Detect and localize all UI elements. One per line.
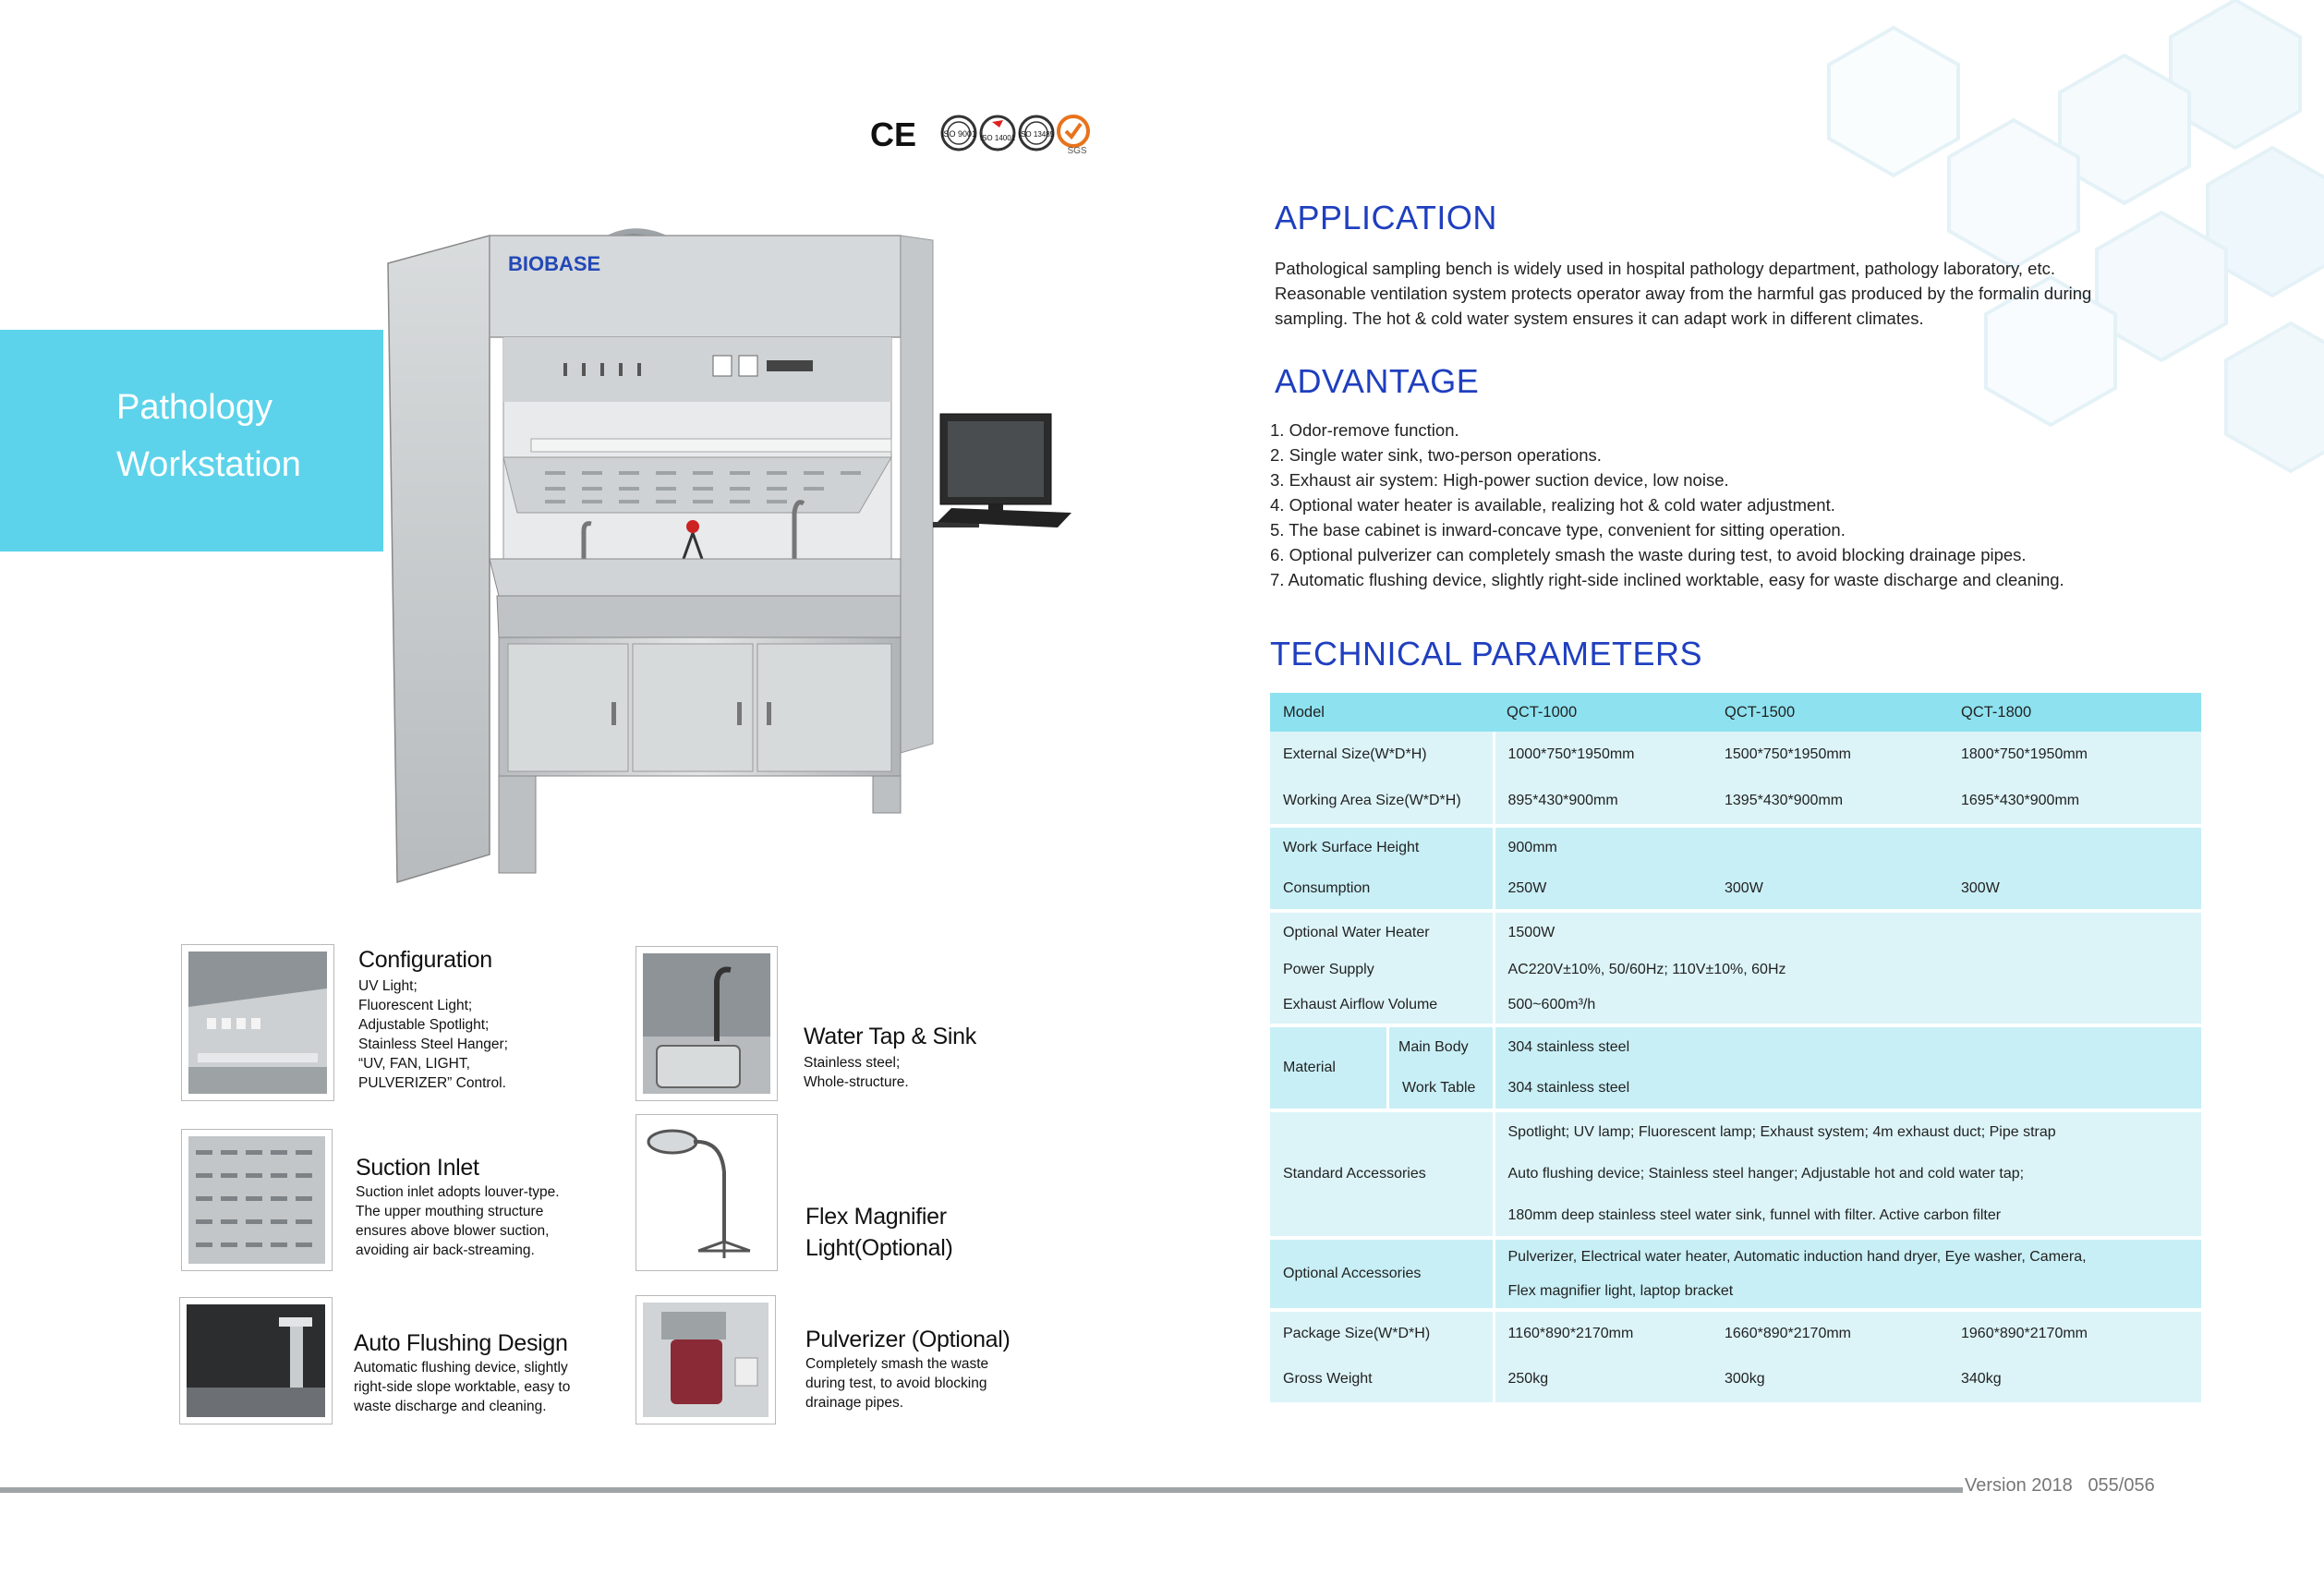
table-cell: 1000*750*1950mm [1494,732,1712,778]
advantage-list [1270,418,2203,592]
iso-13485-seal [1019,116,1055,150]
technical-parameters-heading: TECHNICAL PARAMETERS [1270,635,1703,673]
table-row [1270,732,2201,778]
application-heading: APPLICATION [1275,199,1497,236]
table-cell-label: Consumption [1283,880,1371,896]
table-cell: Spotlight; UV lamp; Fluorescent lamp; Exhaust system; 4m exhaust duct; Pipe strap [1507,1124,2056,1141]
table-header-cell: QCT-1500 [1712,693,1948,732]
advantage-item: 2. Single water sink, two-person operations. [1270,445,1602,465]
configuration-photo [188,952,327,1094]
svg-text:ISO 14001: ISO 14001 [979,134,1016,142]
table-cell-label: Work Surface Height [1283,840,1420,855]
feature-text-configuration: UV Light; Fluorescent Light; Adjustable Spotlight; Stainless Steel Hanger; “UV, FAN, LIGHT, PULVERIZER” Control. [358,978,508,1091]
svg-text:ISO 9001: ISO 9001 [940,129,977,139]
table-cell-label: Package Size(W*D*H) [1283,1326,1431,1341]
table-header-cell: QCT-1800 [1948,693,2201,732]
certification-logos [870,111,1092,157]
standard-accessories-values [1494,1112,2201,1236]
suction-inlet-thumbnail [181,1129,333,1271]
application-line-3: sampling. The hot & cold water system ensures it can adapt work in different climates. [1275,309,1924,328]
table-cell: 1500*750*1950mm [1725,746,1851,762]
material-cell [1270,1027,1494,1109]
table-cell: 304 stainless steel [1507,1039,1630,1055]
advantage-item: 5. The base cabinet is inward-concave type, convenient for sitting operation. [1270,520,1846,539]
table-cell: 895*430*900mm [1494,778,1712,824]
svg-text:SGS: SGS [1067,146,1087,156]
feature-title-pulverizer: Pulverizer (Optional) [805,1327,1011,1352]
table-row [1270,953,2201,987]
table-row [1270,868,2201,909]
table-cell: 900mm [1494,828,2201,868]
suction-inlet-photo [188,1136,325,1264]
feature-title-auto-flushing: Auto Flushing Design [354,1330,568,1356]
banner-title [116,379,301,493]
auto-flushing-photo [187,1304,325,1417]
table-cell-sublabel: Main Body [1398,1039,1469,1055]
feature-title-suction-inlet: Suction Inlet [356,1155,479,1181]
flex-magnifier-thumbnail [635,1114,778,1271]
table-cell: 1660*890*2170mm [1725,1326,1851,1341]
application-line-1: Pathological sampling bench is widely used in hospital pathology department, pathology laboratory, etc. [1275,259,2056,278]
advantage-item: 4. Optional water heater is available, realizing hot & cold water adjustment. [1270,495,1835,515]
table-cell-label: Optional Water Heater [1283,925,1430,940]
table-row [1270,828,2201,868]
table-cell: 1160*890*2170mm [1494,1312,1712,1356]
table-cell-label: External Size(W*D*H) [1283,746,1427,762]
table-cell: 1395*430*900mm [1725,793,1844,808]
auto-flushing-thumbnail [179,1297,333,1424]
application-line-2: Reasonable ventilation system protects operator away from the harmful gas produced by the formalin during [1275,284,2092,303]
table-row [1270,1240,2201,1308]
svg-text:ISO 13485: ISO 13485 [1018,130,1055,139]
table-cell: 1695*430*900mm [1961,793,2080,808]
table-cell-label: Working Area Size(W*D*H) [1283,793,1461,808]
table-row [1270,1312,2201,1356]
table-cell: 1500W [1494,913,2201,953]
water-tap-photo [643,953,770,1094]
table-cell-label: Gross Weight [1283,1371,1373,1387]
feature-text-suction-inlet: Suction inlet adopts louver-type. The upper mouthing structure ensures above blower suction, avoiding air back-streaming. [356,1184,560,1258]
banner-title-line-2: Workstation [116,445,301,484]
iso-14001-seal [980,116,1016,150]
table-cell-label: Power Supply [1283,962,1374,977]
table-cell: Pulverizer, Electrical water heater, Automatic induction hand dryer, Eye washer, Camera, [1507,1248,2087,1265]
advantage-item: 6. Optional pulverizer can completely smash the waste during test, to avoid blocking drainage pipes. [1270,545,2027,564]
pathology-workstation-image [369,217,1090,891]
table-row [1270,1356,2201,1402]
pulverizer-photo [643,1303,769,1417]
table-cell: 304 stainless steel [1507,1080,1630,1096]
configuration-thumbnail [181,944,334,1101]
table-cell-label: Material [1283,1060,1336,1075]
table-header-cell: QCT-1000 [1494,693,1712,732]
table-cell: 1960*890*2170mm [1961,1326,2088,1341]
table-cell: 1800*750*1950mm [1961,746,2088,762]
pulverizer-thumbnail [635,1295,776,1424]
advantage-heading: ADVANTAGE [1275,362,1480,400]
table-cell: 180mm deep stainless steel water sink, funnel with filter. Active carbon filter [1507,1206,2002,1223]
material-values [1494,1027,2201,1109]
feature-title-water-tap: Water Tap & Sink [804,1024,976,1049]
table-cell: 500~600m³/h [1494,987,2201,1024]
table-cell-label: Standard Accessories [1283,1166,1426,1182]
footer-divider [0,1487,1963,1493]
feature-text-auto-flushing: Automatic flushing device, slightly right-side slope worktable, easy to waste discharge and cleaning. [354,1360,571,1414]
table-cell-label: Exhaust Airflow Volume [1283,997,1438,1012]
water-tap-thumbnail [635,946,778,1101]
table-row [1270,987,2201,1024]
iso-9001-seal [941,116,976,150]
optional-accessories-values [1494,1240,2201,1308]
table-cell: 300W [1961,880,2000,896]
advantage-item: 1. Odor-remove function. [1270,420,1459,440]
table-cell: 250kg [1494,1356,1712,1402]
application-text [1275,256,2198,331]
table-cell: Flex magnifier light, laptop bracket [1507,1282,1734,1299]
advantage-item: 7. Automatic flushing device, slightly right-side inclined worktable, easy for waste discharge and cleaning. [1270,570,2064,589]
ce-mark: CE [870,115,917,153]
table-row [1270,913,2201,953]
banner-title-line-1: Pathology [116,388,273,427]
technical-parameters-table [1270,693,2201,1402]
table-header-row [1270,693,2201,732]
table-cell-label: Optional Accessories [1283,1266,1422,1281]
table-cell: AC220V±10%, 50/60Hz; 110V±10%, 60Hz [1494,953,2201,987]
feature-title-configuration: Configuration [358,947,492,973]
table-cell-sublabel: Work Table [1402,1080,1476,1096]
table-header-cell: Model [1270,693,1494,732]
flex-magnifier-photo [643,1121,770,1264]
feature-text-pulverizer: Completely smash the waste during test, to avoid blocking drainage pipes. [805,1356,989,1411]
page-numbers: 055/056 [2088,1475,2155,1496]
table-cell: 300kg [1725,1371,1765,1387]
footer-version [1965,1475,2155,1497]
monitor-bracket [933,414,1071,527]
feature-title-flex-magnifier: Flex Magnifier Light(Optional) [805,1204,953,1261]
table-row [1270,778,2201,824]
feature-text-water-tap: Stainless steel; Whole-structure. [804,1055,909,1090]
table-cell: 340kg [1961,1371,2002,1387]
sgs-seal [1059,116,1088,156]
brand-logo: BIOBASE [508,252,601,275]
version-label: Version 2018 [1965,1475,2073,1496]
table-row [1270,1027,2201,1109]
advantage-item: 3. Exhaust air system: High-power suction device, low noise. [1270,470,1729,490]
table-row [1270,1112,2201,1236]
table-cell: Auto flushing device; Stainless steel hanger; Adjustable hot and cold water tap; [1507,1165,2025,1182]
table-cell: 300W [1725,880,1763,896]
table-cell: 250W [1494,868,1712,909]
